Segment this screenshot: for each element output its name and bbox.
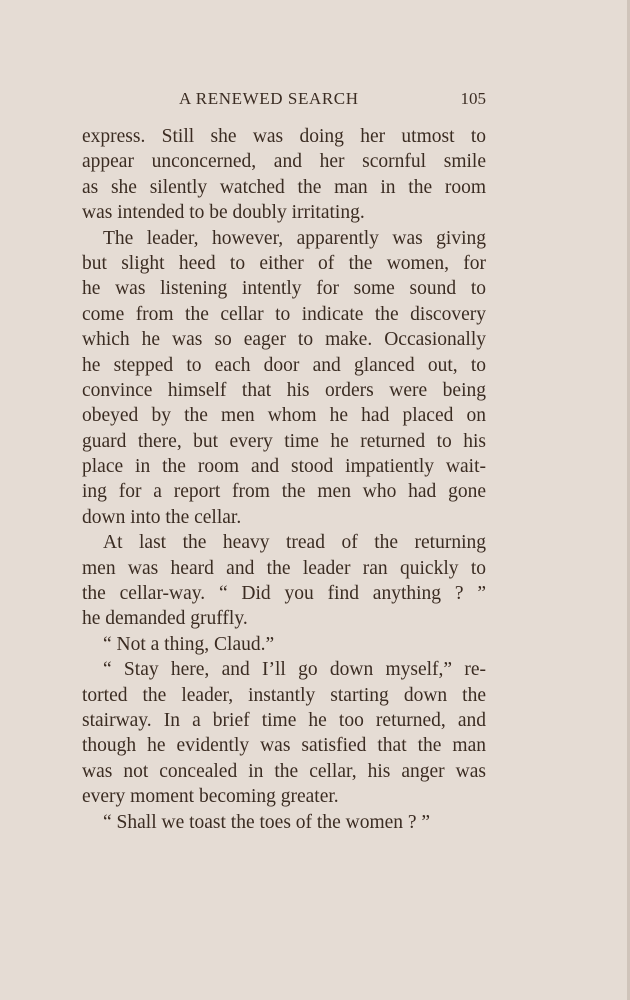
text-line: “ Stay here, and I’ll go down myself,” re- bbox=[103, 659, 486, 681]
page-header bbox=[82, 88, 486, 112]
body-text bbox=[82, 124, 486, 835]
text-line: he was listening intently for some sound to bbox=[82, 278, 486, 300]
text-line: “ Shall we toast the toes of the women ? ” bbox=[103, 811, 431, 833]
text-line: guard there, but every time he returned to his bbox=[82, 430, 486, 452]
text-line: was not concealed in the cellar, his anger was bbox=[82, 760, 486, 782]
text-line: as she silently watched the man in the room bbox=[82, 176, 486, 198]
text-line: convince himself that his orders were being bbox=[82, 379, 486, 401]
text-line: men was heard and the leader ran quickly to bbox=[82, 557, 486, 579]
text-line: ing for a report from the men who had gone bbox=[82, 481, 486, 503]
text-line: he demanded gruffly. bbox=[82, 608, 248, 630]
text-line: down into the cellar. bbox=[82, 506, 242, 528]
text-line: but slight heed to either of the women, for bbox=[82, 252, 486, 274]
text-line: he stepped to each door and glanced out, to bbox=[82, 354, 486, 376]
text-line: every moment becoming greater. bbox=[82, 786, 339, 808]
text-line: which he was so eager to make. Occasionally bbox=[82, 329, 486, 351]
text-line: express. Still she was doing her utmost to bbox=[82, 126, 486, 147]
text-line: The leader, however, apparently was giving bbox=[103, 227, 486, 249]
text-line: though he evidently was satisfied that the man bbox=[82, 735, 486, 757]
page-number: 105 bbox=[460, 89, 486, 108]
text-line: appear unconcerned, and her scornful smile bbox=[82, 151, 486, 173]
text-line: At last the heavy tread of the returning bbox=[103, 532, 486, 554]
text-line: “ Not a thing, Claud.” bbox=[103, 633, 275, 655]
text-line: was intended to be doubly irritating. bbox=[82, 202, 365, 224]
text-line: place in the room and stood impatiently wait- bbox=[82, 456, 486, 478]
running-title: A RENEWED SEARCH bbox=[179, 89, 359, 108]
text-line: stairway. In a brief time he too returned, and bbox=[82, 709, 486, 731]
text-line: come from the cellar to indicate the discovery bbox=[82, 303, 486, 325]
text-line: obeyed by the men whom he had placed on bbox=[82, 405, 486, 427]
text-line: the cellar-way. “ Did you find anything ? ” bbox=[82, 583, 486, 605]
text-line: torted the leader, instantly starting down the bbox=[82, 684, 486, 706]
